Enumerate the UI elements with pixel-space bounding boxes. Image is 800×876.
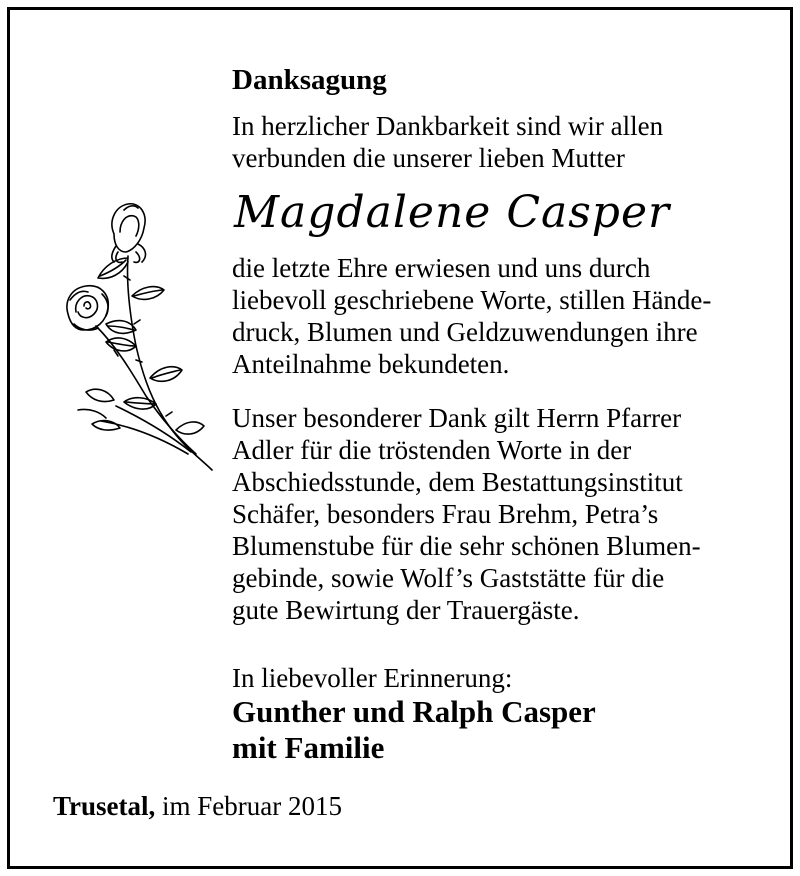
paragraph-line: die letzte Ehre erwiesen und uns durch (232, 253, 651, 283)
paragraph-line: Anteilnahme bekundeten. (232, 349, 510, 379)
paragraph-line: Adler für die tröstenden Worte in der (232, 435, 632, 465)
paragraph-line: druck, Blumen und Geldzuwendungen ihre (232, 317, 698, 347)
paragraph-line: gebinde, sowie Wolf’s Gaststätte für die (232, 563, 665, 593)
signers-names: Gunther und Ralph Casper (232, 694, 596, 729)
intro-text (232, 110, 748, 174)
deceased-name: Magdalene Casper (234, 187, 671, 238)
thanks-paragraph-2 (232, 402, 748, 626)
paragraph-line: liebevoll geschriebene Worte, stillen Hände- (232, 285, 712, 315)
place-date (53, 790, 342, 822)
thanks-paragraph-1 (232, 252, 748, 380)
paragraph-line: Unser besonderer Dank gilt Herrn Pfarrer (232, 403, 682, 433)
rose-drawing-icon (56, 196, 216, 476)
intro-line: In herzlicher Dankbarkeit sind wir allen (232, 111, 664, 141)
place-date-text: im Februar 2015 (155, 791, 342, 821)
paragraph-line: Schäfer, besonders Frau Brehm, Petra’s (232, 499, 659, 529)
notice-heading: Danksagung (232, 64, 387, 96)
signers (232, 694, 748, 766)
place-town: Trusetal, (53, 791, 156, 821)
memory-label: In liebevoller Erinnerung: (232, 663, 513, 693)
paragraph-line: Abschiedsstunde, dem Bestattungsinstitut (232, 467, 683, 497)
signers-family: mit Familie (232, 730, 385, 765)
paragraph-line: gute Bewirtung der Trauergäste. (232, 595, 580, 625)
intro-line: verbunden die unserer lieben Mutter (232, 143, 625, 173)
paragraph-line: Blumenstube für die sehr schönen Blumen- (232, 531, 701, 561)
